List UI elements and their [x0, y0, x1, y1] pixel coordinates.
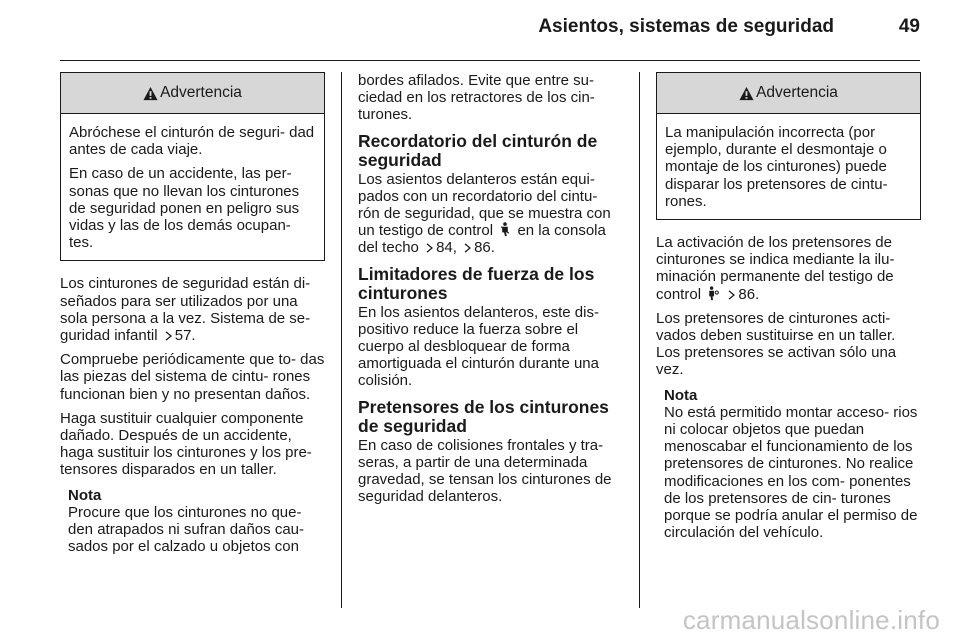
- warning-triangle-icon: [143, 86, 158, 101]
- note-title: Nota: [68, 486, 102, 504]
- section-heading: Recordatorio del cinturón de seguridad: [358, 130, 598, 170]
- cross-reference-arrow-icon: [463, 243, 472, 253]
- section-heading: Limitadores de fuerza de los cinturones: [358, 263, 595, 303]
- note: [60, 487, 325, 556]
- column-divider-1: [341, 72, 342, 608]
- warning-title: Advertencia: [756, 84, 838, 102]
- warning-paragraph: Abróchese el cinturón de seguri- dad antes de cada viaje.: [69, 124, 315, 159]
- warning-header: [61, 73, 324, 114]
- paragraph: Los pretensores de cinturones acti- vados deben sustituirse en un taller. Los pretensores se activan sólo una vez.: [656, 309, 897, 379]
- paragraph: Haga sustituir cualquier componente dañado. Después de un accidente, haga sustituir los cinturones y los pre- tensores disparados en un taller.: [60, 409, 312, 479]
- warning-body: [61, 114, 324, 260]
- seat-belt-reminder-icon: [499, 222, 511, 237]
- airbag-pretensioner-icon: [707, 286, 719, 301]
- warning-body: [657, 114, 920, 219]
- cross-reference-arrow-icon: [425, 243, 434, 253]
- paragraph: En los asientos delanteros, este dis- positivo reduce la fuerza sobre el cuerpo al desbloquear de forma amortiguada el cinturón durante una colisión.: [358, 303, 599, 390]
- paragraph: bordes afilados. Evite que entre su- ciedad en los retractores de los cin- turones.: [358, 72, 595, 124]
- page-reference-link[interactable]: 57.: [174, 327, 196, 345]
- cross-reference-arrow-icon: [164, 331, 173, 341]
- warning-box: [656, 72, 921, 220]
- paragraph: Compruebe periódicamente que to- das las piezas del sistema de cintu- rones funcionan bien y no presentan daños.: [60, 351, 325, 403]
- page-title: Asientos, sistemas de seguridad: [538, 16, 834, 37]
- page-reference-link[interactable]: 86.: [738, 285, 760, 303]
- paragraph: [656, 234, 921, 303]
- page-reference-link[interactable]: 86.: [474, 239, 495, 257]
- header-rule: [60, 60, 920, 61]
- warning-title: Advertencia: [160, 84, 242, 102]
- note: [656, 387, 921, 542]
- page-number: 49: [898, 16, 920, 37]
- column-3: [656, 72, 921, 541]
- paragraph: [60, 275, 325, 344]
- note-title: Nota: [664, 386, 698, 404]
- column-divider-2: [639, 72, 640, 608]
- watermark: carmanualsonline.info: [682, 605, 940, 635]
- note-text: No está permitido montar acceso- rios ni colocar objetos que puedan menoscabar el funcionamiento de los pretensores de cinturones. No realice modificaciones en los com- ponentes de los pretensores de cin- turones porque se podría anular el permiso de circulación del vehículo.: [664, 403, 918, 542]
- paragraph-text: Los asientos delanteros están equi- pados con un recordatorio del cintu- rón de seguridad, que se muestra con un testigo de control: [358, 170, 611, 240]
- paragraph: En caso de colisiones frontales y tra- seras, a partir de una determinada gravedad, se tensan los cinturones de seguridad delanteros.: [358, 436, 612, 506]
- column-2: [358, 72, 623, 512]
- paragraph-text: en la consola del techo: [358, 222, 606, 257]
- paragraph-text: La activación de los pretensores de cinturones se indica mediante la ilu- minación permanente del testigo de control: [656, 234, 895, 303]
- warning-paragraph: En caso de un accidente, las per- sonas que no llevan los cinturones de seguridad ponen en peligro sus vidas y las de los demás ocupan- tes.: [69, 165, 300, 252]
- column-1: [60, 72, 325, 555]
- page-reference-link[interactable]: 84,: [436, 239, 457, 257]
- page-header: [60, 12, 920, 56]
- note-text: Procure que los cinturones no que- den atrapados ni sufran daños cau- sados por el calzado u objetos con: [68, 503, 304, 556]
- cross-reference-arrow-icon: [727, 290, 736, 300]
- section-heading: Pretensores de los cinturones de seguridad: [358, 396, 609, 436]
- warning-triangle-icon: [739, 86, 754, 101]
- warning-box: [60, 72, 325, 261]
- warning-header: [657, 73, 920, 114]
- paragraph: [358, 171, 623, 257]
- warning-paragraph: La manipulación incorrecta (por ejemplo, durante el desmontaje o montaje de los cinturones) puede disparar los pretensores de cintu- rones.: [665, 124, 888, 210]
- paragraph-text: Los cinturones de seguridad están di- señados para ser utilizados por una sola persona a la vez. Sistema de se- guridad infantil: [60, 275, 311, 345]
